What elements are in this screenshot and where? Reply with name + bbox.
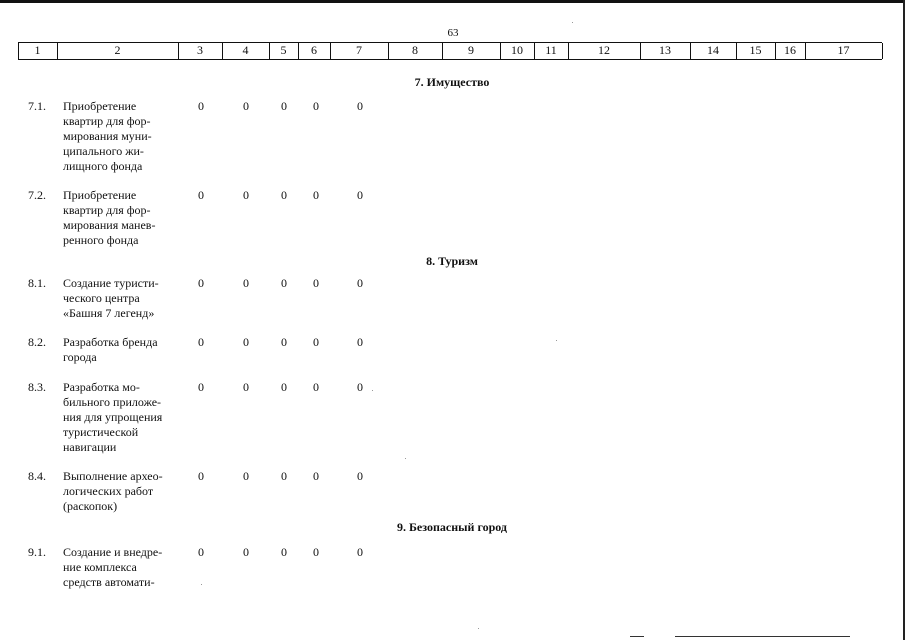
scan-speck (572, 22, 573, 23)
row-value-col-3: 0 (198, 335, 204, 349)
row-description-line: Создание и внедре- (63, 545, 163, 559)
row-value-col-3: 0 (198, 188, 204, 202)
column-header-11: 11 (545, 43, 557, 57)
row-description (63, 188, 181, 248)
section-title: 7. Имущество (414, 75, 490, 89)
column-header-14: 14 (707, 43, 719, 57)
row-description-line: Создание туристи- (63, 276, 159, 290)
row-description (63, 469, 181, 514)
row-description-line: навигации (63, 440, 117, 454)
row-value-col-7: 0 (357, 99, 363, 113)
column-header-3: 3 (197, 43, 203, 57)
row-description-line: Приобретение (63, 99, 137, 113)
row-value-col-7: 0 (357, 469, 363, 483)
column-header-16: 16 (784, 43, 796, 57)
row-value-col-4: 0 (243, 276, 249, 290)
row-description-line: туристической (63, 425, 139, 439)
row-value-col-6: 0 (313, 545, 319, 559)
row-value-col-3: 0 (198, 545, 204, 559)
row-value-col-5: 0 (281, 545, 287, 559)
row-value-col-7: 0 (357, 276, 363, 290)
column-header-12: 12 (598, 43, 610, 57)
row-value-col-6: 0 (313, 380, 319, 394)
row-number: 9.1. (28, 545, 46, 559)
row-description (63, 545, 181, 590)
scan-speck (372, 390, 373, 391)
row-description-line: ципального жи- (63, 144, 144, 158)
row-description-line: мирования манев- (63, 218, 156, 232)
row-description-line: Разработка мо- (63, 380, 140, 394)
scan-speck (478, 628, 479, 629)
row-value-col-7: 0 (357, 335, 363, 349)
row-number: 8.2. (28, 335, 46, 349)
row-description-line: города (63, 350, 97, 364)
scan-speck (405, 458, 406, 459)
row-description-line: ния для упрощения (63, 410, 163, 424)
column-header-7: 7 (356, 43, 362, 57)
row-value-col-7: 0 (357, 188, 363, 202)
row-value-col-6: 0 (313, 99, 319, 113)
row-value-col-5: 0 (281, 380, 287, 394)
row-description-line: мирования муни- (63, 129, 152, 143)
column-header-1: 1 (34, 43, 41, 57)
row-description-line: Выполнение архео- (63, 469, 163, 483)
row-description-line: «Башня 7 легенд» (63, 306, 155, 320)
row-value-col-7: 0 (357, 380, 363, 394)
section-title: 9. Безопасный город (397, 520, 507, 534)
row-description-line: лищного фонда (63, 159, 143, 173)
row-value-col-5: 0 (281, 99, 287, 113)
page-number: 63 (447, 27, 459, 39)
row-number: 8.4. (28, 469, 46, 483)
column-header-5: 5 (280, 43, 287, 57)
header-bottom-rule (18, 59, 882, 60)
row-value-col-5: 0 (281, 469, 287, 483)
column-header-17: 17 (837, 43, 850, 57)
row-number: 7.2. (28, 188, 46, 202)
row-description-line: средств автомати- (63, 575, 155, 589)
row-description-line: Приобретение (63, 188, 137, 202)
row-number: 7.1. (28, 99, 46, 113)
row-value-col-6: 0 (313, 188, 319, 202)
row-description (63, 335, 181, 365)
row-value-col-7: 0 (357, 545, 363, 559)
row-value-col-4: 0 (243, 545, 249, 559)
row-value-col-4: 0 (243, 188, 249, 202)
row-description-line: квартир для фор- (63, 203, 151, 217)
scan-speck (201, 584, 202, 585)
row-value-col-6: 0 (313, 469, 319, 483)
row-value-col-5: 0 (281, 276, 287, 290)
row-value-col-5: 0 (281, 188, 287, 202)
row-value-col-6: 0 (313, 335, 319, 349)
row-value-col-4: 0 (243, 99, 249, 113)
row-number: 8.3. (28, 380, 46, 394)
row-description (63, 99, 181, 174)
scan-speck (556, 340, 557, 341)
row-description-line: бильного приложе- (63, 395, 162, 409)
row-description-line: Разработка бренда (63, 335, 158, 349)
row-value-col-3: 0 (198, 380, 204, 394)
row-description-line: логических работ (63, 484, 154, 498)
column-header-2: 2 (114, 43, 121, 57)
row-value-col-4: 0 (243, 469, 249, 483)
section-title: 8. Туризм (426, 254, 478, 268)
row-description-line: ческого центра (63, 291, 140, 305)
row-value-col-4: 0 (243, 380, 249, 394)
row-description (63, 380, 181, 455)
row-number: 8.1. (28, 276, 46, 290)
row-value-col-3: 0 (198, 469, 204, 483)
scan-edge-line (630, 636, 644, 637)
row-value-col-6: 0 (313, 276, 319, 290)
row-description-line: ние комплекса (63, 560, 137, 574)
column-header-8: 8 (412, 43, 418, 57)
column-header-10: 10 (511, 43, 523, 57)
row-value-col-3: 0 (198, 99, 204, 113)
column-header-9: 9 (468, 43, 474, 57)
column-separator (882, 43, 883, 59)
column-header-4: 4 (242, 43, 249, 57)
row-description (63, 276, 181, 321)
row-description-line: квартир для фор- (63, 114, 151, 128)
row-description-line: ренного фонда (63, 233, 139, 247)
row-description-line: (раскопок) (63, 499, 118, 513)
column-header-6: 6 (311, 43, 317, 57)
column-header-15: 15 (749, 43, 762, 57)
page-top-edge (0, 0, 905, 3)
row-value-col-4: 0 (243, 335, 249, 349)
scan-edge-line (675, 636, 850, 637)
column-header-13: 13 (659, 43, 671, 57)
row-value-col-5: 0 (281, 335, 287, 349)
row-value-col-3: 0 (198, 276, 204, 290)
